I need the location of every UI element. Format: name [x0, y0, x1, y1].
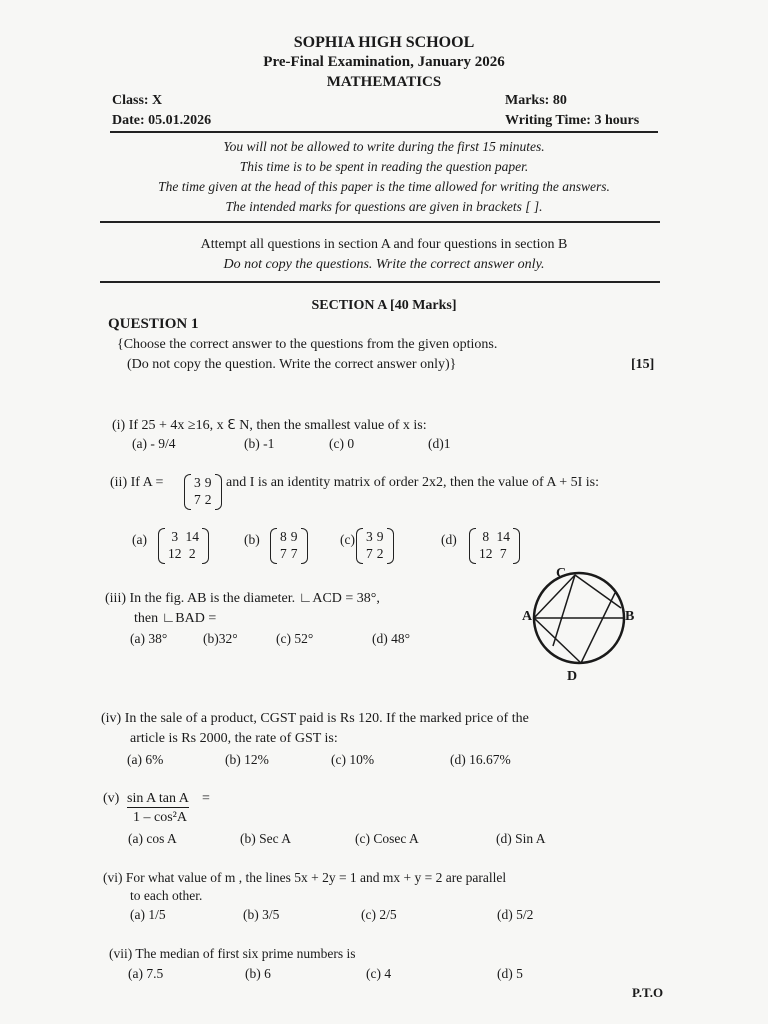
circle-figure: [515, 565, 645, 690]
exam-title: Pre-Final Examination, January 2026: [263, 54, 505, 70]
subject-title: MATHEMATICS: [326, 74, 442, 90]
marks-label: Marks: 80: [505, 93, 567, 108]
class-label: Class: X: [112, 93, 163, 108]
matrix-cell: 3: [171, 529, 179, 544]
q1-vi-option-d: (d) 5/2: [497, 907, 534, 922]
matrix-cell: 7: [280, 546, 287, 561]
q1-iv-line-1: (iv) In the sale of a product, CGST paid is Rs 120. If the marked price of the: [101, 711, 529, 726]
matrix-cell: 9: [290, 529, 298, 544]
instruction-line-2: This time is to be spent in reading the question paper.: [239, 159, 529, 174]
matrix-cell: 12: [168, 546, 182, 561]
q1-ii-suffix: and I is an identity matrix of order 2x2, then the value of A + 5I is:: [226, 475, 599, 490]
attempt-line-2: Do not copy the questions. Write the correct answer only.: [223, 257, 545, 272]
question-1-title: QUESTION 1: [108, 316, 199, 332]
q1-i-option-a: (a) - 9/4: [132, 436, 176, 451]
q1-vi-line-2: to each other.: [130, 888, 203, 903]
header-divider: [110, 131, 658, 133]
instruction-line-3: The time given at the head of this paper is the time allowed for writing the answers.: [158, 179, 610, 194]
matrix-cell: 12: [479, 546, 493, 561]
figure-label-a: A: [522, 609, 533, 624]
q1-ii-option-c-matrix: [356, 528, 394, 562]
matrix-cell: 3: [366, 529, 373, 544]
q1-v-equals: =: [202, 791, 210, 806]
q1-iii-option-b: (b)32°: [203, 631, 238, 646]
time-label: Writing Time: 3 hours: [505, 113, 640, 128]
q1-iii-option-d: (d) 48°: [372, 631, 411, 646]
instructions-divider: [100, 221, 660, 223]
chord-db: [581, 593, 615, 663]
q1-i-option-d: (d)1: [428, 436, 451, 451]
q1-vi-option-b: (b) 3/5: [243, 907, 280, 922]
q1-vii-option-b: (b) 6: [245, 966, 271, 981]
q1-vii-text: (vii) The median of first six prime numbers is: [109, 946, 356, 961]
q1-vi-option-a: (a) 1/5: [130, 907, 166, 922]
q1-ii-option-c-label: (c): [340, 532, 355, 547]
matrix-cell: 7: [499, 546, 507, 561]
q1-vi-line-1: (vi) For what value of m , the lines 5x + 2y = 1 and mx + y = 2 are parallel: [103, 870, 507, 885]
q1-ii-option-b-matrix: [270, 528, 308, 562]
q1-vii-option-a: (a) 7.5: [128, 966, 164, 981]
matrix-a: [184, 474, 222, 508]
q1-vii-option-c: (c) 4: [366, 966, 392, 981]
matrix-cell: 2: [188, 546, 196, 561]
q1-ii-option-d-label: (d): [441, 532, 457, 547]
matrix-cell: 8: [280, 529, 287, 544]
matrix-cell: 14: [496, 529, 510, 544]
q1-vi-option-c: (c) 2/5: [361, 907, 397, 922]
matrix-a-cell: 7: [194, 492, 201, 507]
matrix-cell: 7: [290, 546, 298, 561]
q1-ii-option-a-label: (a): [132, 532, 147, 547]
q1-ii-prefix: (ii) If A =: [110, 475, 164, 490]
figure-label-d: D: [567, 669, 578, 684]
matrix-cell: 9: [376, 529, 384, 544]
figure-label-c: C: [556, 566, 567, 581]
matrix-a-cell: 2: [204, 492, 212, 507]
q1-v-option-c: (c) Cosec A: [355, 831, 419, 846]
attempt-divider: [100, 281, 660, 283]
q1-i-text: (i) If 25 + 4x ≥16, x ℇ N, then the smallest value of x is:: [112, 418, 427, 433]
q1-v-numerator: sin A tan A: [127, 791, 189, 806]
matrix-cell: 8: [482, 529, 490, 544]
page-turn-note: P.T.O: [632, 985, 664, 1000]
q1-iv-option-c: (c) 10%: [331, 752, 375, 767]
attempt-line-1: Attempt all questions in section A and four questions in section B: [200, 237, 568, 252]
matrix-a-cell: 9: [204, 475, 212, 490]
q1-iv-line-2: article is Rs 2000, the rate of GST is:: [130, 731, 338, 746]
matrix-cell: 14: [185, 529, 199, 544]
q1-ii-option-a-matrix: [158, 528, 209, 562]
section-title: SECTION A [40 Marks]: [311, 298, 457, 313]
q1-iii-option-a: (a) 38°: [130, 631, 168, 646]
q1-iii-line-2: then ∟BAD =: [134, 611, 217, 626]
figure-label-b: B: [625, 609, 635, 624]
instruction-line-4: The intended marks for questions are given in brackets [ ].: [225, 199, 543, 214]
q1-iv-option-d: (d) 16.67%: [450, 752, 511, 767]
q1-vii-option-d: (d) 5: [497, 966, 523, 981]
q1-v-denominator: 1 – cos²A: [133, 810, 187, 825]
q1-iv-option-a: (a) 6%: [127, 752, 164, 767]
q1-ii-option-d-matrix: [469, 528, 520, 562]
question-1-note: (Do not copy the question. Write the correct answer only)}: [127, 357, 457, 372]
date-label: Date: 05.01.2026: [112, 113, 212, 128]
q1-iii-line-1: (iii) In the fig. AB is the diameter. ∟ACD = 38°,: [105, 591, 380, 606]
q1-v-prefix: (v): [103, 791, 120, 806]
matrix-a-cell: 3: [194, 475, 201, 490]
q1-ii-option-b-label: (b): [244, 532, 260, 547]
q1-v-option-a: (a) cos A: [128, 831, 177, 846]
question-1-instruction: {Choose the correct answer to the questions from the given options.: [117, 337, 498, 352]
matrix-cell: 2: [376, 546, 384, 561]
school-name: SOPHIA HIGH SCHOOL: [293, 34, 475, 51]
instruction-line-1: You will not be allowed to write during the first 15 minutes.: [223, 139, 545, 154]
question-1-marks: [15]: [631, 357, 655, 372]
q1-iv-option-b: (b) 12%: [225, 752, 269, 767]
q1-i-option-c: (c) 0: [329, 436, 355, 451]
q1-i-option-b: (b) -1: [244, 436, 275, 451]
matrix-cell: 7: [366, 546, 373, 561]
q1-v-option-d: (d) Sin A: [496, 831, 546, 846]
q1-iii-option-c: (c) 52°: [276, 631, 314, 646]
q1-v-option-b: (b) Sec A: [240, 831, 291, 846]
